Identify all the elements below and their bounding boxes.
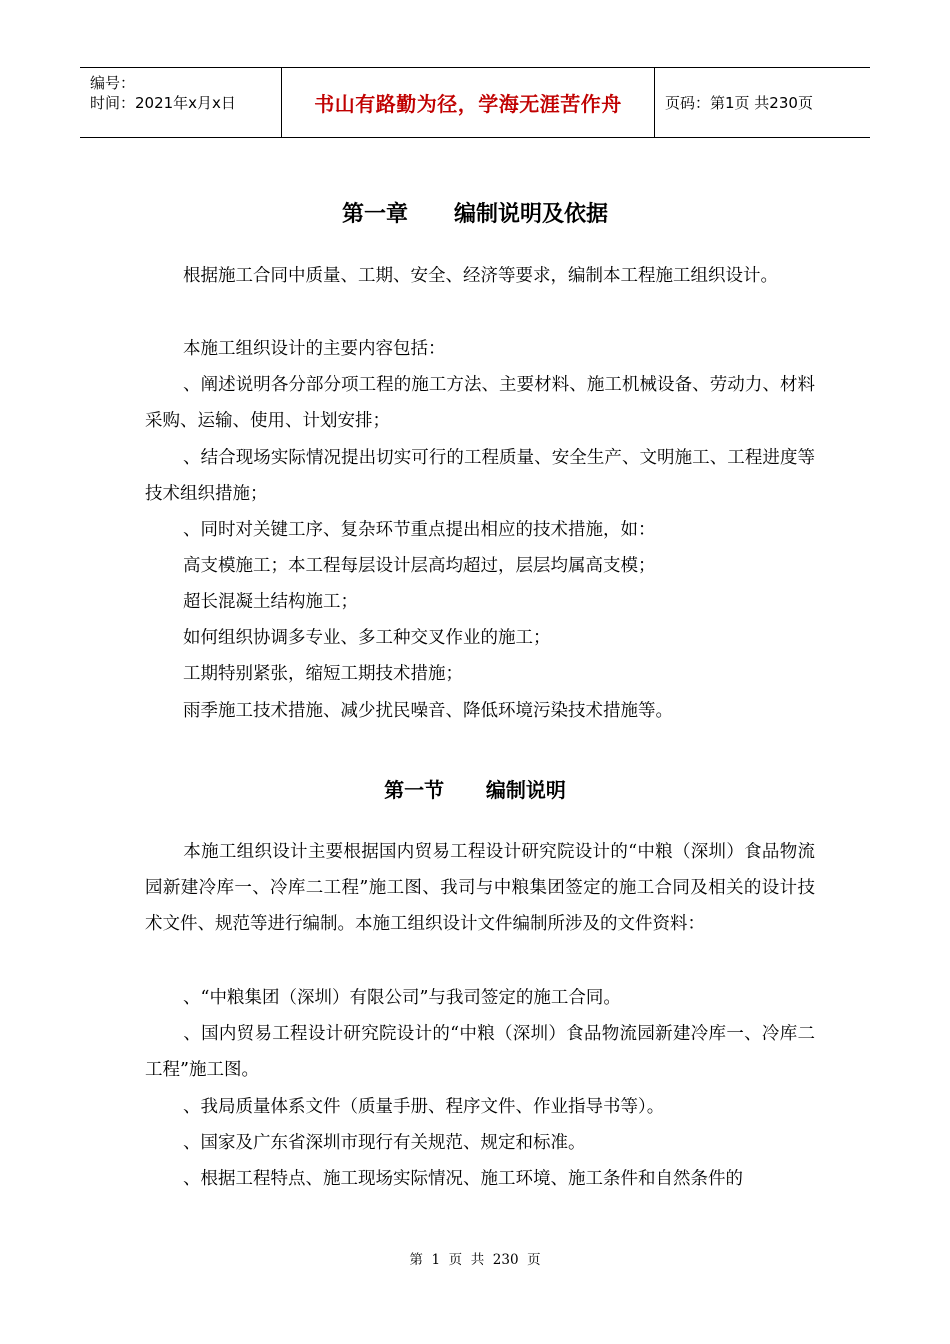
paragraph: 根据施工合同中质量、工期、安全、经济等要求，编制本工程施工组织设计。 <box>183 266 778 286</box>
header-motto: 书山有路勤为径，学海无涯苦作舟 <box>314 92 622 116</box>
paragraph: 如何组织协调多专业、多工种交叉作业的施工； <box>183 628 551 648</box>
paragraph: 高支模施工；本工程每层设计层高均超过，层层均属高支模； <box>183 556 656 576</box>
paragraph: 本施工组织设计的主要内容包括： <box>183 339 446 359</box>
document-header <box>80 67 870 138</box>
paragraph: 、根据工程特点、施工现场实际情况、施工环境、施工条件和自然条件的 <box>183 1169 743 1189</box>
paragraph: 、阐述说明各分部分项工程的施工方法、主要材料、施工机械设备、劳动力、材料采购、运输、使用、计划安排； <box>145 375 815 432</box>
paragraph: 、国家及广东省深圳市现行有关规范、规定和标准。 <box>183 1133 586 1153</box>
paragraph: 、国内贸易工程设计研究院设计的“中粮（深圳）食品物流园新建冷库一、冷库二工程”施工图。 <box>145 1024 815 1081</box>
header-page-cell <box>655 68 870 137</box>
paragraph: 、结合现场实际情况提出切实可行的工程质量、安全生产、文明施工、工程进度等技术组织措施； <box>145 448 815 505</box>
document-time-label: 时间：2021年x月x日 <box>90 94 236 112</box>
paragraph: 、同时对关键工序、复杂环节重点提出相应的技术措施，如： <box>183 520 656 540</box>
header-motto-cell <box>282 68 655 137</box>
header-page-info: 页码：第1页 共230页 <box>665 94 813 112</box>
paragraph: 、“中粮集团（深圳）有限公司”与我司签定的施工合同。 <box>183 988 621 1008</box>
document-number-label: 编号： <box>90 74 136 92</box>
section-title: 第一节 编制说明 <box>384 778 566 802</box>
paragraph: 雨季施工技术措施、减少扰民噪音、降低环境污染技术措施等。 <box>183 701 673 721</box>
paragraph: 本施工组织设计主要根据国内贸易工程设计研究院设计的“中粮（深圳）食品物流园新建冷库一、冷库二工程”施工图、我司与中粮集团签定的施工合同及相关的设计技术文件、规范等进行编制。本施工组织设计文件编制所涉及的文件资料： <box>145 842 815 935</box>
header-meta-cell <box>80 68 282 137</box>
paragraph: 超长混凝土结构施工； <box>183 592 358 612</box>
chapter-title: 第一章 编制说明及依据 <box>342 202 608 227</box>
paragraph: 工期特别紧张，缩短工期技术措施； <box>183 664 463 684</box>
page-footer: 第 1 页 共 230 页 <box>409 1252 541 1268</box>
paragraph: 、我局质量体系文件（质量手册、程序文件、作业指导书等）。 <box>183 1097 665 1117</box>
